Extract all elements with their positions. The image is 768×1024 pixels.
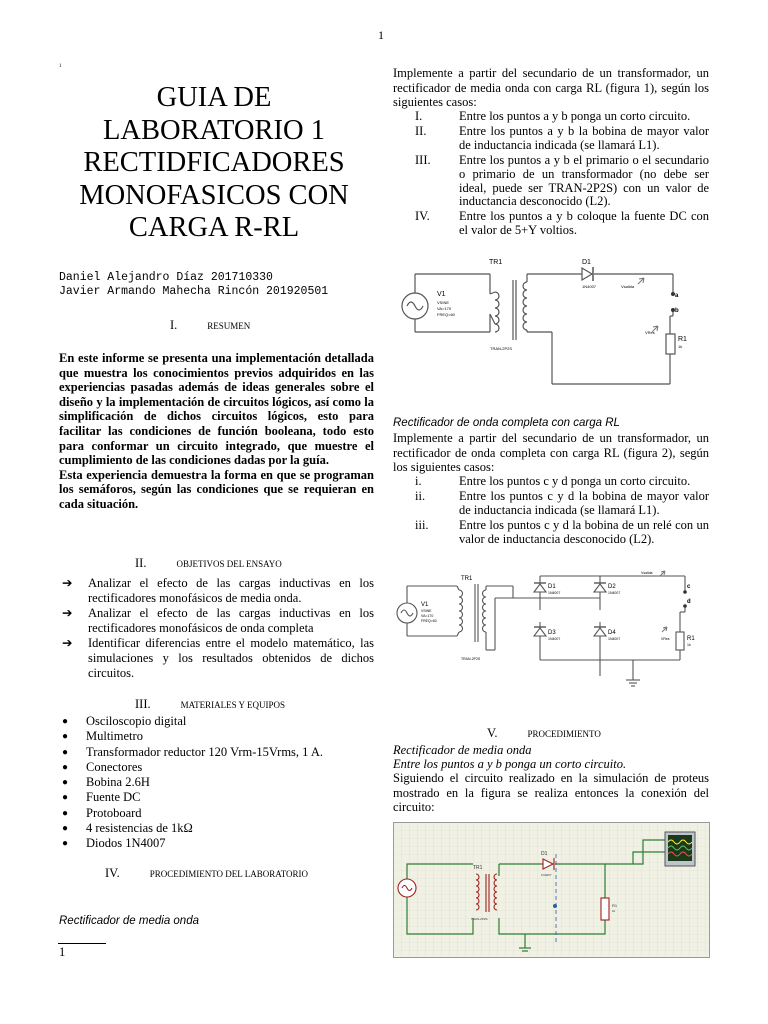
title-line: GUIA DE xyxy=(156,82,272,113)
document-title xyxy=(55,82,373,245)
section-numeral: II. xyxy=(135,556,147,570)
list-item: i. Entre los puntos c y d ponga un corto circuito. xyxy=(415,474,691,488)
section-heading-procedimiento xyxy=(487,726,601,741)
list-item: ● Diodos 1N4007 xyxy=(62,836,166,851)
list-item: II. Entre los puntos a y b la bobina de mayor valor de inductancia indicada (se llamará L1). xyxy=(415,123,709,152)
list-item: ● Protoboard xyxy=(62,805,142,820)
section-numeral: IV. xyxy=(105,866,120,880)
fig2-d4: D4 xyxy=(608,630,616,636)
footnote-rule xyxy=(58,943,106,944)
fig2-r-label: R1 xyxy=(687,636,695,642)
fig1-point-a: a xyxy=(675,293,679,299)
cases-list-1 xyxy=(393,110,709,239)
subsection-title: Rectificador de media onda xyxy=(393,743,532,757)
section-label: OBJETIVOS DEL ENSAYO xyxy=(176,559,282,569)
section-label: PROCEDIMIENTO DEL LABORATORIO xyxy=(149,869,309,879)
list-item: ➔ Analizar el efecto de las cargas inductivas en los rectificadores monofásicos de onda completa xyxy=(62,606,374,635)
bullet-icon: ● xyxy=(62,807,69,819)
fig1-tr-label: TR1 xyxy=(489,259,503,266)
bullet-icon: ● xyxy=(62,716,69,727)
list-item: ● Transformador reductor 120 Vrm-15Vrms, 1 A. xyxy=(62,744,324,759)
arrow-icon: ➔ xyxy=(62,576,73,590)
list-item: ➔ Analizar el efecto de las cargas inductivas en los rectificadores monofásicos de media onda. xyxy=(62,576,374,605)
section-heading-objetivos xyxy=(135,556,282,571)
arrow-icon: ➔ xyxy=(62,606,73,621)
fig2-d-part: 1N4007 xyxy=(608,637,621,641)
section-label: PROCEDIMIENTO xyxy=(527,729,601,739)
list-item: ➔ Identificar diferencias entre el modelo matemático, las simulaciones y los resultados obtenidos de dichos circuitos. xyxy=(62,636,374,680)
list-item: ● Bobina 2.6H xyxy=(62,775,150,790)
fig1-r-label: R1 xyxy=(678,336,687,343)
section-numeral: V. xyxy=(487,726,498,740)
figure-caption-full-wave: Rectificador de onda completa con carga RL xyxy=(393,417,620,429)
arrow-icon: ➔ xyxy=(62,636,73,651)
cases-list-2 xyxy=(393,475,709,548)
fig1-src-param: VA=170 xyxy=(437,306,452,311)
fig3-d-part: 1N4007 xyxy=(541,873,552,877)
procedure-text: Siguiendo el circuito realizado en la simulación de proteus mostrado en la figura se realiza entonces la conexión del circuito: xyxy=(393,771,709,815)
fig2-d-part: 1N4007 xyxy=(548,591,561,595)
materials-list xyxy=(60,714,372,852)
list-item: IV. Entre los puntos a y b coloque la fuente DC con el valor de 5+Y voltios. xyxy=(415,209,709,238)
list-item: ● Fuente DC xyxy=(62,790,141,805)
fig2-r-val: 1k xyxy=(687,643,691,647)
title-line: RECTIDFICADORES xyxy=(83,147,345,178)
subsection-title: Rectificador de media onda xyxy=(59,915,199,927)
objectives-list xyxy=(62,576,374,681)
fig3-tr-part: TRAN-2P2S xyxy=(471,917,488,921)
fig2-probe: VRes xyxy=(661,637,670,641)
fig1-tr-part: TRAN-2P2S xyxy=(490,346,513,351)
fig2-tr-label: TR1 xyxy=(461,576,473,582)
fig1-point-b: b xyxy=(675,308,679,314)
fig2-point-d: d xyxy=(687,599,691,605)
list-item: iii. Entre los puntos c y d la bobina de un relé con un valor de inductancia desconocido (L2). xyxy=(415,517,709,546)
fig2-d3: D3 xyxy=(548,630,556,636)
intro-full-wave: Implemente a partir del secundario de un transformador, un rectificador de onda completa con carga RL (figura 2), según los siguientes casos: xyxy=(393,431,709,475)
fig2-d-part: 1N4007 xyxy=(608,591,621,595)
list-item: I. Entre los puntos a y b ponga un corto circuito. xyxy=(415,109,691,123)
fig1-r-val: 1k xyxy=(678,344,683,349)
figure-proteus-simulation xyxy=(393,822,710,958)
section-numeral: I. xyxy=(170,318,178,332)
bullet-icon: ● xyxy=(62,746,69,758)
fig3-d-label: D1 xyxy=(541,851,548,857)
abstract xyxy=(59,351,374,512)
subsection-subtitle: Entre los puntos a y b ponga un corto circuito. xyxy=(393,757,627,771)
fig3-tr-label: TR1 xyxy=(473,865,483,871)
section-heading-resumen xyxy=(170,318,250,333)
title-line: CARGA R-RL xyxy=(128,212,300,243)
bullet-icon: ● xyxy=(62,823,69,835)
list-item: ii. Entre los puntos c y d la bobina de mayor valor de inductancia indicada (se llamará L1). xyxy=(415,488,709,517)
fig2-d2: D2 xyxy=(608,584,616,590)
fig1-probe: VRes xyxy=(645,330,655,335)
bullet-icon: ● xyxy=(62,761,69,773)
list-item: III. Entre los puntos a y b el primario o el secundario o primario de un transformador (no debe ser ideal, puede ser TRAN-2P2S) con un valor de inductancia desconocido (L2). xyxy=(415,152,709,209)
list-item: ● Multimetro xyxy=(62,729,143,744)
author-line: Javier Armando Mahecha Rincón 201920501 xyxy=(59,285,329,298)
abstract-para: Esta experiencia demuestra la forma en que se programan los semáforos, según las condiciones que se requieran en cada situación. xyxy=(59,467,374,511)
fig2-src-param: FREQ=60 xyxy=(421,619,437,623)
fig2-src-param: VA=170 xyxy=(421,614,434,618)
fig3-r-val: 1k xyxy=(612,909,616,913)
author-line: Daniel Alejandro Díaz 201710330 xyxy=(59,271,273,284)
fig2-d-part: 1N4007 xyxy=(548,637,561,641)
list-item: ● 4 resistencias de 1kΩ xyxy=(62,821,193,836)
section-heading-procedimiento-lab xyxy=(105,866,308,881)
fig1-src-param: FREQ=60 xyxy=(437,312,455,317)
title-line: MONOFASICOS CON xyxy=(79,179,349,211)
figure-full-wave-rectifier xyxy=(395,556,705,694)
fig2-d1: D1 xyxy=(548,584,556,590)
fig1-d-part: 1N4007 xyxy=(582,284,597,289)
section-label: RESUMEN xyxy=(207,321,251,331)
footnote: 1 xyxy=(59,945,66,959)
fig1-d-label: D1 xyxy=(582,259,591,266)
bullet-icon: ● xyxy=(62,792,69,804)
page-number: 1 xyxy=(378,28,384,42)
abstract-para: En este informe se presenta una implementación detallada que muestra los conocimientos previos adquiridos en las experiencias pasadas además de ideas generales sobre el diseño y la implementación de circuitos lógicos, así como la simplificación de dichos circuitos lógicos, esto para facilitar las condiciones de función booleana, todo esto para conformar un circuito integrado, que muestre el cumplimiento de las condiciones dadas por la guía. xyxy=(59,351,374,468)
fig1-src-param: VSINE xyxy=(437,300,450,305)
title-line: LABORATORIO 1 xyxy=(103,114,325,146)
fig2-src-param: VSINE xyxy=(421,609,432,613)
section-numeral: III. xyxy=(135,697,151,711)
figure-half-wave-rectifier xyxy=(395,252,695,410)
fig1-probe: Vsalida xyxy=(621,284,635,289)
list-item: ● Osciloscopio digital xyxy=(62,714,187,728)
bullet-icon: ● xyxy=(62,777,69,789)
bullet-icon: ● xyxy=(62,731,69,743)
fig2-probe: Vsalida xyxy=(641,571,653,575)
list-item: ● Conectores xyxy=(62,759,143,774)
footnote-marker: 1 xyxy=(59,64,62,69)
intro-half-wave: Implemente a partir del secundario de un transformador, un rectificador de media onda con carga RL (figura 1), según los siguientes casos: xyxy=(393,66,709,110)
fig2-point-c: c xyxy=(687,584,691,590)
section-heading-materiales xyxy=(135,697,285,712)
bullet-icon: ● xyxy=(62,838,69,850)
fig2-src-label: V1 xyxy=(421,602,429,608)
fig1-src-label: V1 xyxy=(437,291,446,298)
fig3-r-label: R1 xyxy=(612,903,618,908)
authors xyxy=(59,271,328,299)
fig2-tr-part: TRAN-2P2S xyxy=(461,657,481,661)
section-label: MATERIALES Y EQUIPOS xyxy=(180,700,285,710)
